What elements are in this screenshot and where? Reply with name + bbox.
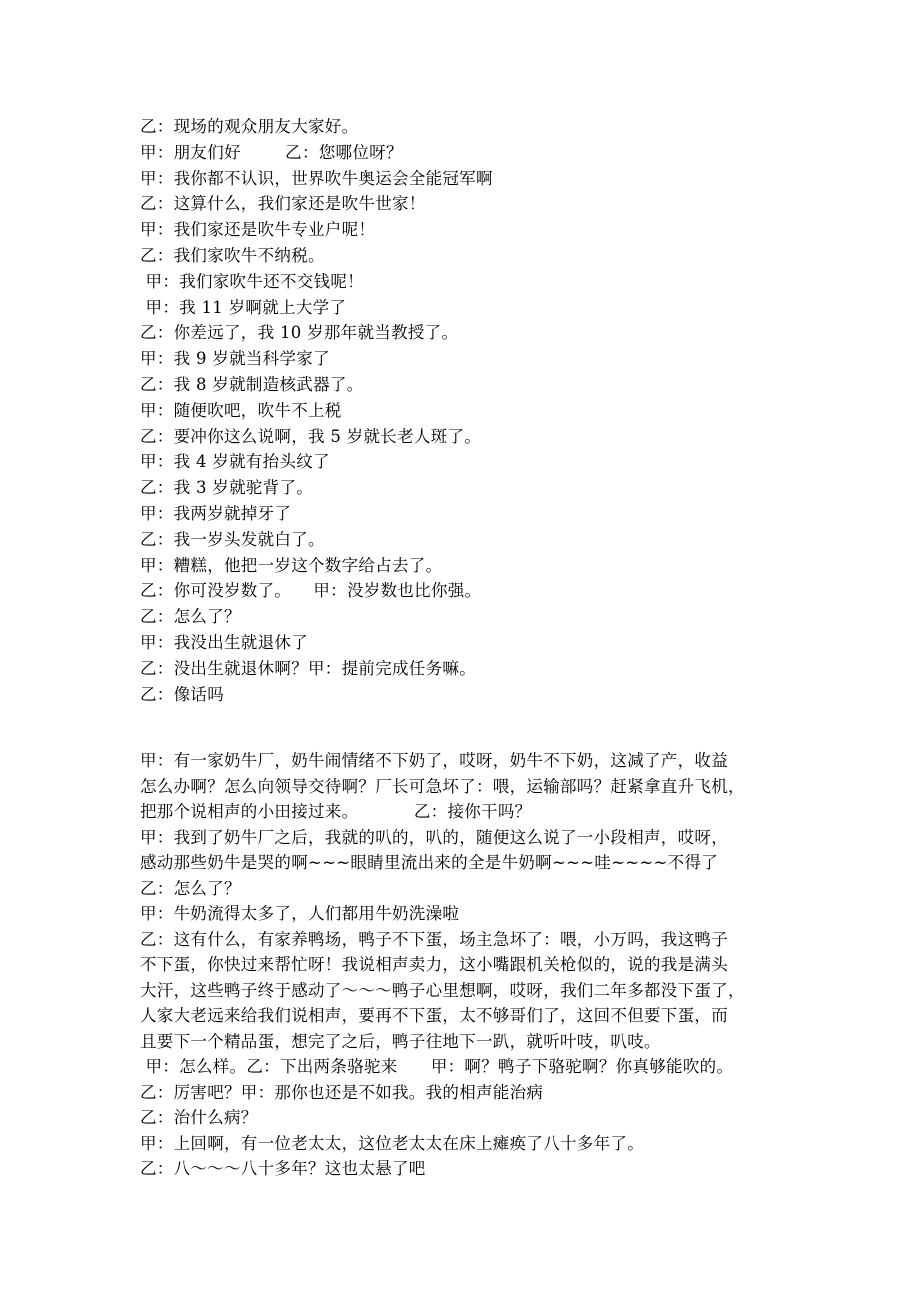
dialogue-line: 甲：我 4 岁就有抬头纹了 — [140, 452, 330, 472]
dialogue-line: 且要下一个精品蛋，想完了之后，鸭子往地下一趴，就听叶吱，叭吱。 — [140, 1031, 661, 1051]
dialogue-line: 甲：我到了奶牛厂之后，我就的叭的，叭的，随便这么说了一小段相声，哎呀， — [140, 827, 728, 847]
dialogue-line: 乙：我 3 岁就驼背了。 — [140, 478, 314, 498]
dialogue-line: 甲：我两岁就掉牙了 — [140, 503, 292, 523]
dialogue-line: 甲：我你都不认识，世界吹牛奥运会全能冠军啊 — [140, 168, 493, 188]
dialogue-line: 乙：这有什么，有家养鸭场，鸭子不下蛋，场主急坏了：喂，小万吗，我这鸭子 — [140, 929, 728, 949]
dialogue-line: 乙：治什么病？ — [140, 1108, 258, 1127]
dialogue-line: 不下蛋，你快过来帮忙呀！我说相声卖力，这小嘴跟机关枪似的，说的我是满头 — [140, 955, 728, 974]
dialogue-line: 感动那些奶牛是哭的啊~~~眼睛里流出来的全是牛奶啊~~~哇~~~~不得了 — [140, 853, 719, 872]
dialogue-section-2 — [140, 748, 800, 1182]
dialogue-line: 乙：没出生就退休啊？甲：提前完成任务嘛。 — [140, 658, 476, 678]
dialogue-line: 乙：要冲你这么说啊，我 5 岁就长老人斑了。 — [140, 426, 482, 446]
dialogue-line: 把那个说相声的小田接过来。 乙：接你干吗？ — [140, 802, 532, 821]
dialogue-line: 乙：我们家吹牛不纳税。 — [140, 245, 325, 265]
dialogue-line: 甲：糟糕，他把一岁这个数字给占去了。 — [140, 555, 443, 575]
dialogue-line: 甲：我们家还是吹牛专业户呢！ — [140, 220, 376, 240]
dialogue-section-1 — [140, 114, 800, 707]
dialogue-line: 甲：上回啊，有一位老太太，这位老太太在床上瘫痪了八十多年了。 — [140, 1133, 644, 1153]
dialogue-line: 甲：我 9 岁就当科学家了 — [140, 349, 330, 369]
dialogue-line: 甲：朋友们好 乙：您哪位呀？ — [140, 142, 403, 162]
dialogue-line: 甲：有一家奶牛厂，奶牛闹情绪不下奶了，哎呀，奶牛不下奶，这减了产，收益 — [140, 751, 728, 770]
dialogue-line: 乙：怎么了？ — [140, 878, 241, 898]
dialogue-line: 乙：怎么了？ — [140, 607, 241, 627]
dialogue-line: 甲：我们家吹牛还不交钱呢！ — [140, 271, 364, 291]
dialogue-line: 乙：现场的观众朋友大家好。 — [140, 117, 359, 136]
dialogue-line: 大汗，这些鸭子终于感动了～～～鸭子心里想啊，哎呀，我们二年多都没下蛋了， — [140, 980, 745, 1000]
dialogue-line: 甲：随便吹吧，吹牛不上税 — [140, 400, 342, 420]
dialogue-line: 乙：像话吗 — [140, 684, 224, 704]
dialogue-line: 乙：你差远了，我 10 岁那年就当教授了。 — [140, 323, 459, 343]
dialogue-line: 乙：我一岁头发就白了。 — [140, 529, 325, 549]
dialogue-line: 乙：八～～～八十多年？这也太悬了吧 — [140, 1159, 426, 1178]
dialogue-line: 乙：这算什么，我们家还是吹牛世家！ — [140, 194, 426, 214]
dialogue-line: 人家大老远来给我们说相声，要再不下蛋，太不够哥们了，这回不但要下蛋，而 — [140, 1006, 728, 1025]
dialogue-line: 乙：厉害吧？甲：那你也还是不如我。我的相声能治病 — [140, 1082, 544, 1102]
dialogue-line: 甲：牛奶流得太多了，人们都用牛奶洗澡啦 — [140, 904, 460, 923]
dialogue-line: 乙：你可没岁数了。 甲：没岁数也比你强。 — [140, 581, 482, 601]
dialogue-line: 乙：我 8 岁就制造核武器了。 — [140, 374, 364, 394]
dialogue-line: 甲：我没出生就退休了 — [140, 632, 308, 652]
dialogue-line: 怎么办啊？怎么向领导交待啊？厂长可急坏了：喂，运输部吗？赶紧拿直升飞机， — [140, 776, 745, 796]
dialogue-line: 甲：我 11 岁啊就上大学了 — [140, 297, 347, 317]
dialogue-line: 甲：怎么样。乙：下出两条骆驼来 甲：啊？鸭子下骆驼啊？你真够能吹的。 — [140, 1057, 734, 1076]
